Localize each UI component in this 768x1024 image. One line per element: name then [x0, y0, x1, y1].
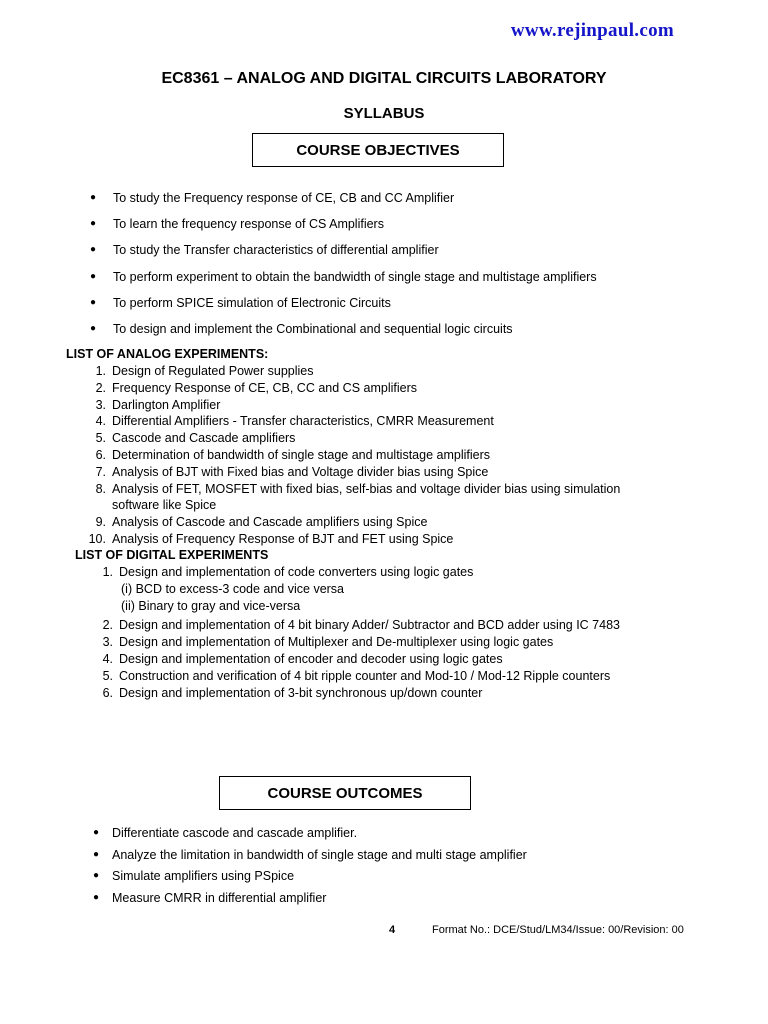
list-item: 1. Design and implementation of code converters using logic gates — [102, 565, 474, 579]
list-item: 3. Design and implementation of Multiplexer and De-multiplexer using logic gates — [102, 635, 554, 650]
bullet-icon: ● — [90, 218, 97, 230]
list-item: 4. Design and implementation of encoder and decoder using logic gates — [102, 651, 503, 666]
website-link[interactable]: www.rejinpaul.com — [510, 20, 674, 41]
list-item: 6. Determination of bandwidth of single stage and multistage amplifiers — [95, 447, 490, 462]
analog-experiments-list — [88, 363, 672, 548]
list-item: ● To perform SPICE simulation of Electronic Circuits — [90, 295, 391, 310]
list-item: ● Differentiate cascode and cascade amplifier. — [93, 826, 358, 840]
bullet-icon: ● — [90, 244, 97, 256]
syllabus-heading: SYLLABUS — [343, 105, 425, 122]
list-item: ● Measure CMRR in differential amplifier — [93, 890, 327, 905]
list-item: 8. Analysis of FET, MOSFET with fixed bias, self-bias and voltage divider bias using simulation — [95, 481, 621, 496]
list-item: ● To study the Frequency response of CE, CB and CC Amplifier — [90, 191, 455, 205]
list-item: ● To study the Transfer characteristics of differential amplifier — [90, 243, 439, 258]
list-subitem: (i) BCD to excess-3 code and vice versa — [121, 581, 345, 596]
list-item: 1. Design of Regulated Power supplies — [95, 364, 314, 378]
list-item: 9. Analysis of Cascode and Cascade amplifiers using Spice — [95, 515, 428, 530]
list-item: 2. Frequency Response of CE, CB, CC and CS amplifiers — [95, 380, 417, 395]
bullet-icon: ● — [93, 848, 100, 860]
list-item: 10. Analysis of Frequency Response of BJT and FET using Spice — [88, 531, 454, 546]
list-item: ● To design and implement the Combinational and sequential logic circuits — [90, 321, 513, 336]
list-item: 5. Cascode and Cascade amplifiers — [95, 431, 296, 446]
digital-experiments-list — [102, 564, 679, 701]
analog-experiments-heading: LIST OF ANALOG EXPERIMENTS: — [66, 347, 269, 361]
bullet-icon: ● — [90, 322, 97, 334]
course-objectives-heading: COURSE OBJECTIVES — [252, 133, 504, 167]
list-item: 7. Analysis of BJT with Fixed bias and Voltage divider bias using Spice — [95, 464, 489, 479]
bullet-icon: ● — [93, 891, 100, 903]
bullet-icon: ● — [90, 192, 97, 203]
list-item: ● Simulate amplifiers using PSpice — [93, 869, 295, 884]
digital-experiments-heading: LIST OF DIGITAL EXPERIMENTS — [75, 548, 269, 562]
list-subitem: (ii) Binary to gray and vice-versa — [121, 598, 301, 613]
bullet-icon: ● — [90, 296, 97, 308]
list-item: 5. Construction and verification of 4 bit ripple counter and Mod-10 / Mod-12 Ripple counters — [102, 668, 611, 683]
bullet-icon: ● — [93, 827, 100, 838]
list-item: 3. Darlington Amplifier — [95, 397, 221, 412]
bullet-icon: ● — [93, 870, 100, 882]
objectives-list — [90, 191, 597, 348]
list-item: ● To learn the frequency response of CS Amplifiers — [90, 217, 384, 232]
list-item-continuation: software like Spice — [112, 498, 217, 513]
document-title: EC8361 – ANALOG AND DIGITAL CIRCUITS LABORATORY — [161, 70, 607, 87]
list-item: 4. Differential Amplifiers - Transfer characteristics, CMRR Measurement — [95, 414, 494, 429]
course-outcomes-heading: COURSE OUTCOMES — [219, 776, 471, 810]
list-item: ● Analyze the limitation in bandwidth of single stage and multi stage amplifier — [93, 847, 527, 862]
list-item: ● To perform experiment to obtain the bandwidth of single stage and multistage amplifiers — [90, 269, 597, 284]
list-item: 6. Design and implementation of 3-bit synchronous up/down counter — [102, 685, 483, 700]
page-number: 4 — [389, 924, 396, 936]
bullet-icon: ● — [90, 270, 97, 282]
format-number: Format No.: DCE/Stud/LM34/Issue: 00/Revision: 00 — [432, 924, 684, 936]
outcomes-list — [93, 826, 527, 912]
list-item: 2. Design and implementation of 4 bit binary Adder/ Subtractor and BCD adder using IC 7483 — [102, 618, 620, 633]
